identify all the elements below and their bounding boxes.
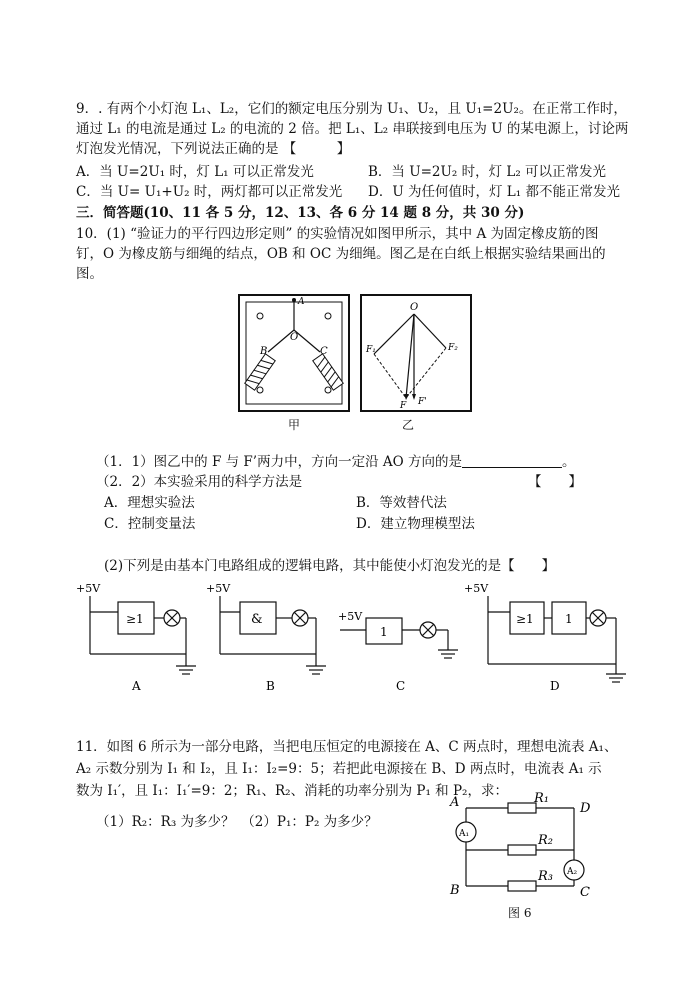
q11-line-2: A₂ 示数分别为 I₁ 和 I₂，且 I₁：I₂=9：5；若把此电源接在 B、D 两点时，电流表 A₁ 示 (76, 761, 602, 777)
q9-line-1: 9．. 有两个小灯泡 L₁、L₂，它们的额定电压分别为 U₁、U₂，且 U₁=2U₂。在正常工作时， (76, 101, 627, 117)
q10-sub2: （2．2）本实验采用的科学方法是 (96, 474, 303, 490)
gate-c: 1 (380, 625, 388, 639)
figure-jia-caption: 甲 (288, 418, 301, 432)
label-b: B (260, 346, 268, 357)
label-o: O (290, 332, 299, 343)
label-f2: F₂ (448, 343, 458, 353)
label-o2: O (410, 302, 419, 313)
vcc-b: +5V (206, 582, 231, 595)
label-r3: R₃ (538, 869, 553, 884)
q11-line-3: 数为 I₁′，且 I₁：I₁′=9：2；R₁、R₂、消耗的功率分别为 P₁ 和 P₂，求： (76, 783, 508, 799)
vcc-d: +5V (464, 582, 489, 595)
q10-part2: (2)下列是由基本门电路组成的逻辑电路，其中能使小灯泡发光的是【 】 (104, 558, 556, 574)
node-c: C (580, 885, 590, 900)
circuit-label-b: B (266, 679, 275, 693)
q9-option-b: B．当 U=2U₂ 时，灯 L₂ 可以正常发光 (368, 164, 607, 180)
node-a: A (450, 795, 460, 810)
gate-b: & (251, 612, 263, 627)
ammeter-a1: A₁ (459, 829, 470, 839)
figure-jia (238, 294, 350, 412)
node-b: B (450, 883, 460, 898)
figure-yi (360, 294, 472, 412)
vcc-c: +5V (338, 610, 363, 623)
gate-a: ≥1 (126, 612, 144, 626)
figure-6-caption: 图 6 (508, 906, 532, 920)
q10-line-1: 10．(1) “验证力的平行四边形定则” 的实验情况如图甲所示，其中 A 为固定橡皮筋的图 (76, 226, 599, 242)
vcc-a: +5V (76, 582, 101, 595)
label-c: C (320, 346, 328, 357)
q9-option-c: C．当 U= U₁+U₂ 时，两灯都可以正常发光 (76, 184, 343, 200)
logic-circuits (70, 580, 640, 700)
figure-6-circuit (446, 791, 606, 900)
q9-line-3: 灯泡发光情况，下列说法正确的是 【 】 (76, 141, 351, 157)
figure-yi-caption: 乙 (402, 418, 415, 432)
section-heading: 三．简答题(10、11 各 5 分，12、13、各 6 分 14 题 8 分，共 30 分) (76, 205, 525, 221)
ammeter-a2: A₂ (567, 867, 578, 877)
q10-sub1 (96, 452, 575, 472)
label-a: A (298, 297, 305, 307)
circuit-label-d: D (550, 679, 560, 693)
q10-sub2-bracket: 【 】 (528, 474, 582, 490)
label-f: F (400, 401, 407, 411)
label-fprime: F' (418, 397, 427, 407)
q9-line-2: 通过 L₁ 的电流是通过 L₂ 的电流的 2 倍。把 L₁、L₂ 串联接到电压为 U 的某电源上，讨论两 (76, 121, 629, 137)
gate-d2: 1 (565, 612, 573, 626)
label-r2: R₂ (538, 833, 553, 848)
label-f1: F₁ (366, 345, 376, 355)
q10-sub1-text: （1．1）图乙中的 F 与 F’两力中，方向一定沿 AO 方向的是 (96, 454, 462, 470)
q10-sub1-end: 。 (561, 454, 576, 470)
q10-line-2: 钉，O 为橡皮筋与细绳的结点，OB 和 OC 为细绳。图乙是在白纸上根据实验结果画出的 (76, 246, 606, 262)
q11-ask: （1）R₂：R₃ 为多少？ （2）P₁：P₂ 为多少？ (96, 814, 378, 830)
node-d: D (580, 801, 591, 816)
q10-option-b: B．等效替代法 (356, 495, 447, 511)
answer-blank[interactable] (462, 453, 562, 468)
q11-line-1: 11．如图 6 所示为一部分电路，当把电压恒定的电源接在 A、C 两点时，理想电流表 A₁、 (76, 739, 618, 755)
gate-d1: ≥1 (516, 612, 534, 626)
q10-line-3: 图。 (76, 266, 103, 282)
circuit-label-c: C (396, 679, 406, 693)
q10-option-c: C．控制变量法 (104, 516, 196, 532)
q10-option-d: D．建立物理模型法 (356, 516, 475, 532)
q10-option-a: A．理想实验法 (104, 495, 195, 511)
q9-option-a: A．当 U=2U₁ 时，灯 L₁ 可以正常发光 (76, 164, 314, 180)
q9-option-d: D．U 为任何值时，灯 L₁ 都不能正常发光 (368, 184, 620, 200)
label-r1: R₁ (534, 791, 549, 806)
circuit-label-a: A (132, 679, 141, 693)
